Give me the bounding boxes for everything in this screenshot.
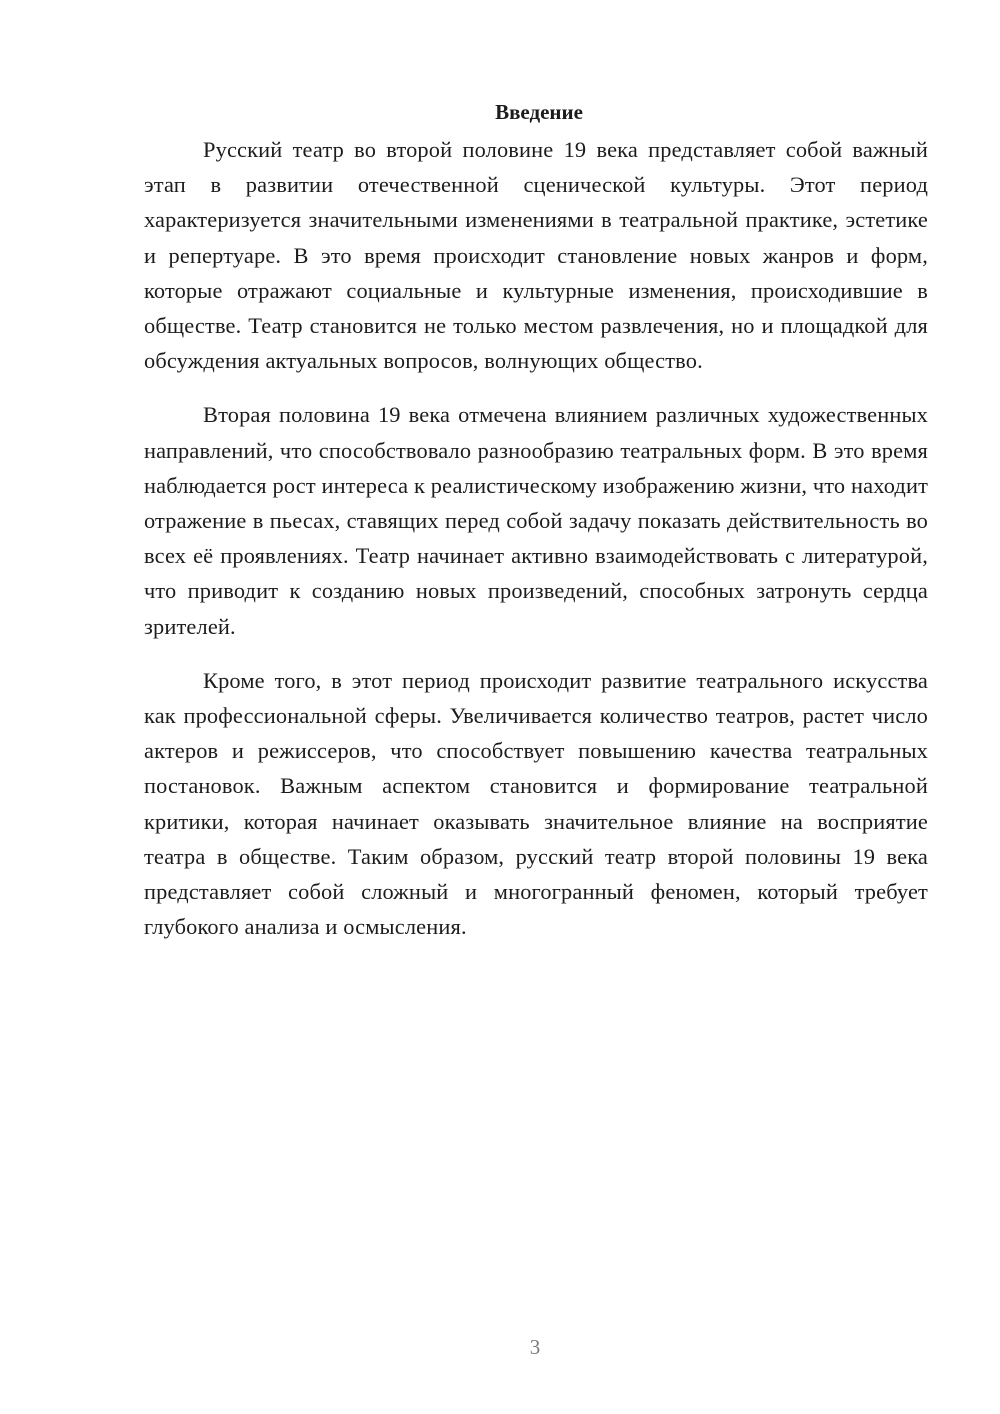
paragraph-3: Кроме того, в этот период происходит развитие театрального искусства как профессиональной сферы. Увеличивается количество театров, растет число актеров и режиссеров, что способствует повышению качества театральных постановок. Важным аспектом становится и формирование театральной критики, которая начинает оказывать значительное влияние на восприятие театра в обществе. Таким образом, русский театр второй половины 19 века представляет собой сложный и многогранный феномен, который требует глубокого анализа и осмысления. bbox=[144, 667, 928, 940]
page-content bbox=[144, 97, 928, 944]
page-number: 3 bbox=[529, 1335, 541, 1359]
paragraph-1: Русский театр во второй половине 19 века представляет собой важный этап в развитии отечественной сценической культуры. Этот период характеризуется значительными изменениями в театральной практике, эстетике и репертуаре. В это время происходит становление новых жанров и форм, которые отражают социальные и культурные изменения, происходившие в обществе. Театр становится не только местом развлечения, но и площадкой для обсуждения актуальных вопросов, волнующих общество. bbox=[144, 137, 928, 374]
paragraph-2: Вторая половина 19 века отмечена влиянием различных художественных направлений, что способствовало разнообразию театральных форм. В это время наблюдается рост интереса к реалистическому изображению жизни, что находит отражение в пьесах, ставящих перед собой задачу показать действительность во всех её проявлениях. Театр начинает активно взаимодействовать с литературой, что приводит к созданию новых произведений, способных затронуть сердца зрителей. bbox=[144, 402, 929, 639]
section-title: Введение bbox=[495, 100, 583, 124]
